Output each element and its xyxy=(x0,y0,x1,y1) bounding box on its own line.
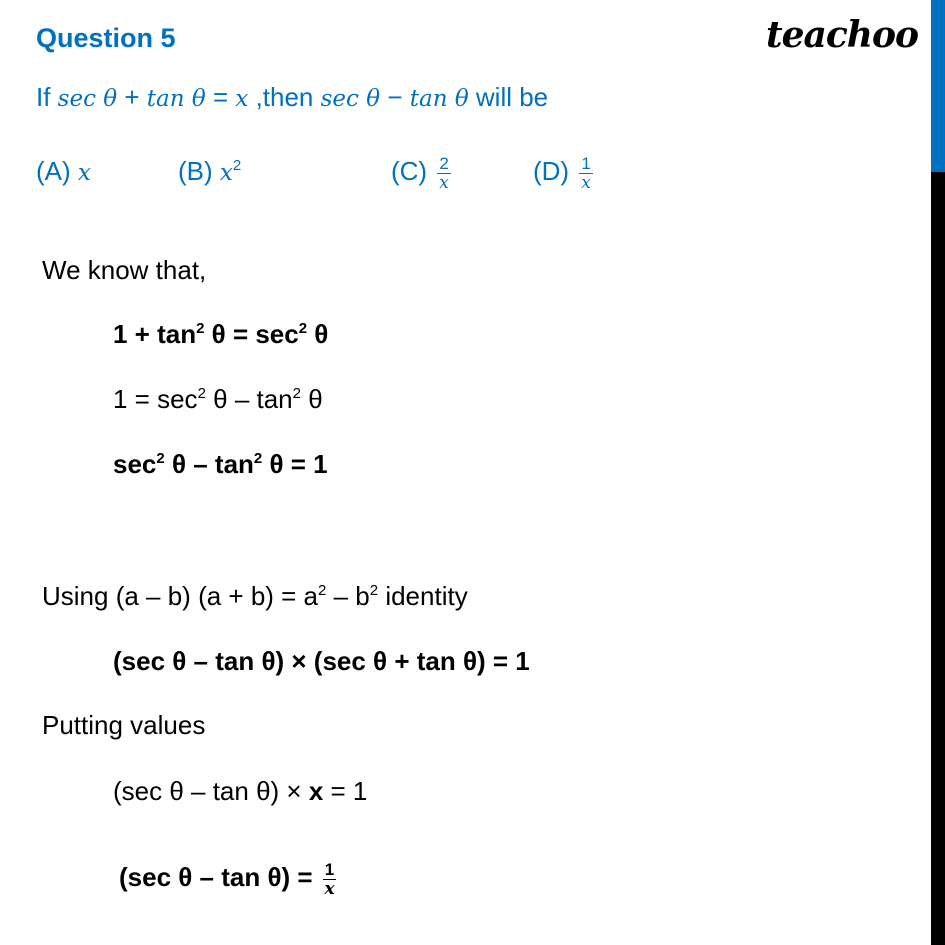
q-tan: tan θ xyxy=(146,86,206,112)
exp: 2 xyxy=(156,450,165,467)
q-end: will be xyxy=(468,82,549,112)
option-d-den: x xyxy=(581,172,591,193)
step-putting: Putting values xyxy=(42,710,206,740)
q-if: If xyxy=(36,82,58,112)
option-b-label: (B) xyxy=(178,156,220,186)
option-a-label: (A) xyxy=(36,156,78,186)
t: identity xyxy=(378,581,468,611)
t: (sec θ – tan θ) = xyxy=(119,862,320,892)
side-bar-accent xyxy=(931,0,945,172)
option-b-value: x xyxy=(219,160,233,186)
step-product: (sec θ – tan θ) × (sec θ + tan θ) = 1 xyxy=(113,646,530,676)
q-sec: sec θ xyxy=(57,86,118,112)
option-d-num: 1 xyxy=(581,153,591,173)
option-a-value: x xyxy=(77,160,91,186)
t: θ xyxy=(300,384,323,414)
exp: 2 xyxy=(253,450,263,467)
option-b-exponent: 2 xyxy=(232,157,242,174)
t: (sec θ – tan θ) × xyxy=(113,776,309,806)
t: sec xyxy=(113,449,157,479)
answer-fraction xyxy=(323,861,336,898)
option-c-num: 2 xyxy=(439,153,449,173)
exp: 2 xyxy=(318,582,327,599)
t: θ – tan xyxy=(205,384,293,414)
q-plus: + xyxy=(117,82,147,112)
q-minus: − xyxy=(380,82,410,112)
t: 1 + tan xyxy=(113,319,197,349)
t: Using (a – b) (a + b) = a xyxy=(42,581,319,611)
exp: 2 xyxy=(197,385,206,402)
t: 1 = sec xyxy=(113,384,198,414)
q-x: x xyxy=(235,86,249,112)
side-bar-dark xyxy=(931,172,945,945)
q-sec2: sec θ xyxy=(320,86,381,112)
option-d xyxy=(533,151,593,192)
step-identity xyxy=(113,319,328,349)
option-d-label: (D) xyxy=(533,156,577,186)
teachoo-logo: teachoo xyxy=(766,14,918,56)
q-then: ,then xyxy=(248,82,321,112)
t: θ = 1 xyxy=(262,449,328,479)
t: = 1 xyxy=(323,776,368,806)
step-rearrange xyxy=(113,384,323,414)
option-c-fraction xyxy=(437,155,450,192)
answer-den: x xyxy=(324,878,335,899)
t: θ – tan xyxy=(164,449,254,479)
t: – b xyxy=(326,581,370,611)
step-answer xyxy=(119,856,336,898)
step-result-identity xyxy=(113,449,328,479)
x-bold: x xyxy=(308,776,324,806)
t: θ xyxy=(307,319,329,349)
exp: 2 xyxy=(369,582,379,599)
option-a xyxy=(36,156,91,188)
step-we-know: We know that, xyxy=(42,255,207,285)
exp: 2 xyxy=(292,385,301,402)
q-tan2: tan θ xyxy=(409,86,469,112)
exp: 2 xyxy=(196,320,205,337)
t: θ = sec xyxy=(204,319,299,349)
option-c-den: x xyxy=(439,172,449,193)
step-using xyxy=(42,581,468,611)
question-title: Question 5 xyxy=(36,23,176,53)
answer-num: 1 xyxy=(324,859,335,879)
option-d-fraction xyxy=(579,155,592,192)
option-c xyxy=(391,151,451,192)
exp: 2 xyxy=(298,320,308,337)
option-b xyxy=(178,156,241,188)
step-substitute xyxy=(113,776,367,806)
option-c-label: (C) xyxy=(391,156,435,186)
q-eq: = xyxy=(205,82,236,112)
question-text xyxy=(36,82,548,114)
